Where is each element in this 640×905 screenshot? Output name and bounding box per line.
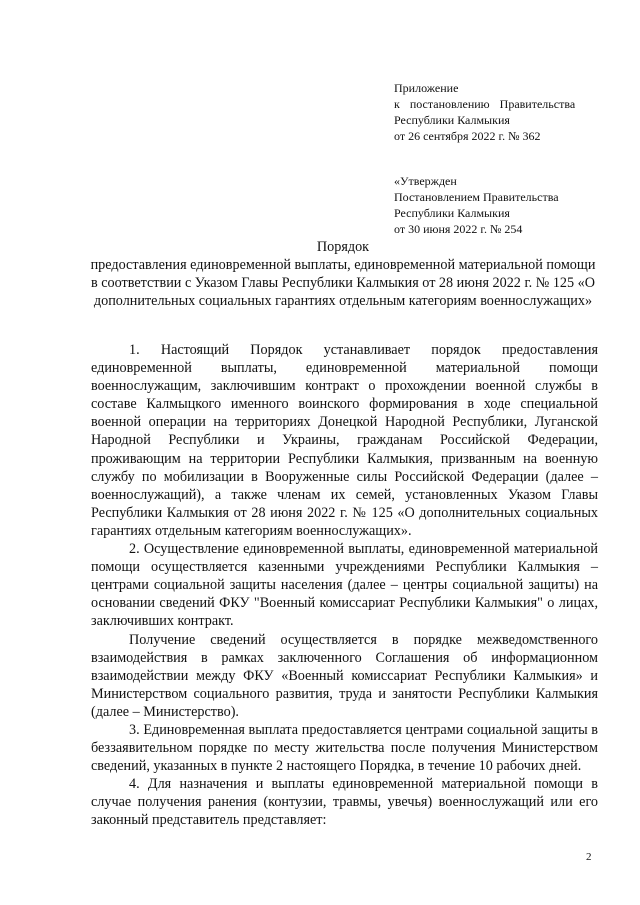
document-title xyxy=(88,238,598,310)
paragraph-2: 2. Осуществление единовременной выплаты, единовременной материальной помощи осуществляется казенными учреждениями Республики Калмыкия – центрами социальной защиты населения (далее – центры социальной защиты) на основании сведений ФКУ "Военный комиссариат Республики Калмыкия" о лицах, заключивших контракт. xyxy=(91,541,598,630)
approval-line: от 30 июня 2022 г. № 254 xyxy=(394,222,523,236)
paragraph-3: Получение сведений осуществляется в порядке межведомственного взаимодействия в рамках заключенного Соглашения об информационном взаимодействии между ФКУ «Военный комиссариат Республики Калмыкия» и Министерством социального развития, труда и занятости Республики Калмыкия (далее – Министерство). xyxy=(91,631,598,720)
annex-line: Республики Калмыкия xyxy=(394,113,510,127)
approval-line: Республики Калмыкия xyxy=(394,206,510,220)
annex-spacer xyxy=(394,144,604,173)
page-number: 2 xyxy=(586,851,592,863)
annex-line: от 26 сентября 2022 г. № 362 xyxy=(394,129,541,143)
title-subtitle: предоставления единовременной выплаты, единовременной материальной помощи в соответствии с Указом Главы Республики Калмыкия от 28 июня 2022 г. № 125 «О дополнительных социальных гарантиях отдельным категориям военнослужащих» xyxy=(90,257,596,309)
document-body xyxy=(91,341,598,830)
title-heading: Порядок xyxy=(316,239,370,255)
approval-line: «Утвержден xyxy=(394,174,457,188)
annex-block xyxy=(394,80,604,237)
annex-line: к постановлению Правительства xyxy=(394,97,576,111)
approval-line: Постановлением Правительства xyxy=(394,190,559,204)
annex-line: Приложение xyxy=(394,81,459,95)
paragraph-1: 1. Настоящий Порядок устанавливает порядок предоставления единовременной выплаты, единовременной материальной помощи военнослужащим, заключившим контракт о прохождении военной службы в составе Калмыцкого именного воинского формирования в ходе специальной военной операции на территориях Донецкой Народной Республики, Луганской Народной Республики и Украины, гражданам Российской Федерации, проживающим на территории Республики Калмыкия, призванным на военную службу по мобилизации в Вооруженные силы Российской Федерации (далее – военнослужащий), а также членам их семей, установленных Указом Главы Республики Калмыкия от 28 июня 2022 г. № 125 «О дополнительных социальных гарантиях отдельным категориям военнослужащих». xyxy=(91,342,598,539)
paragraph-4: 3. Единовременная выплата предоставляется центрами социальной защиты в беззаявительном порядке по месту жительства после получения Министерством сведений, указанных в пункте 2 настоящего Порядка, в течение 10 рабочих дней. xyxy=(91,721,598,775)
paragraph-5: 4. Для назначения и выплаты единовременной материальной помощи в случае получения ранения (контузии, травмы, увечья) военнослужащий или его законный представитель представляет: xyxy=(91,776,598,829)
